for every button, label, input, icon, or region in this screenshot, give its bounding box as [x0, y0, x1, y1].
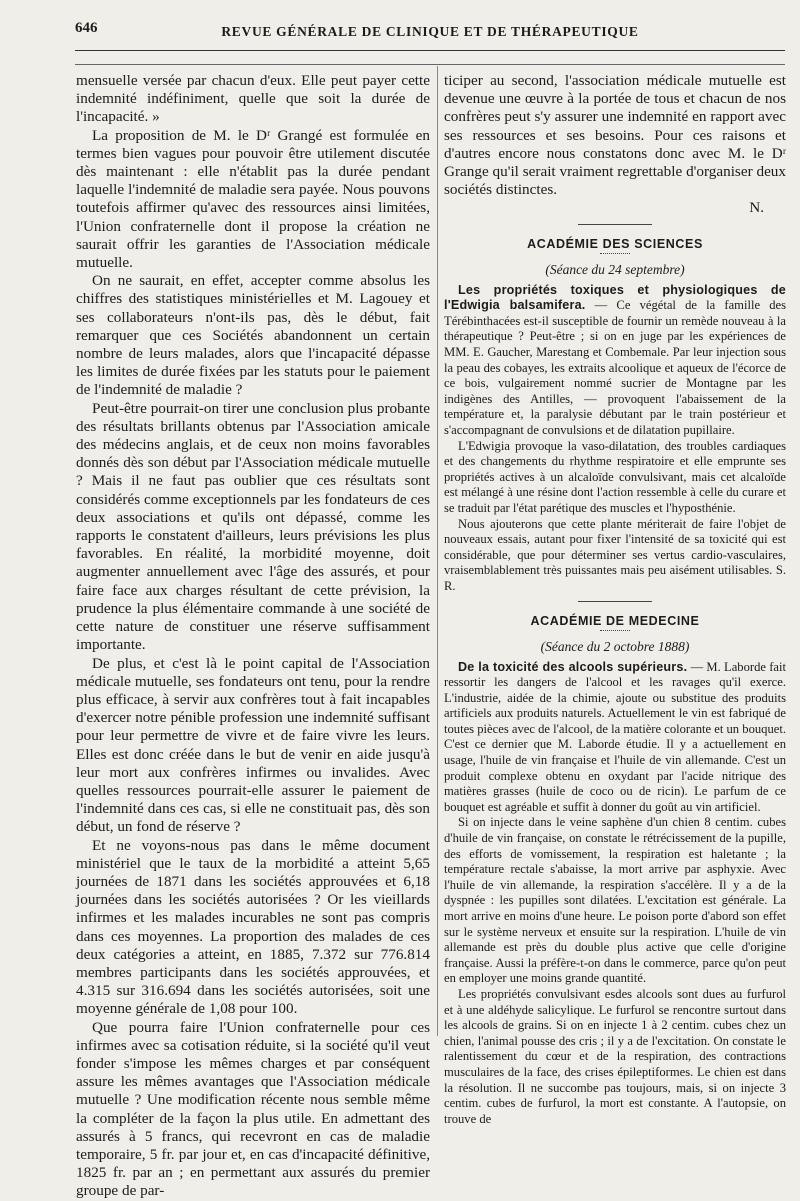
- sciences-paragraph-2: L'Edwigia provoque la vaso-dilatation, des troubles cardiaques et des changements du rhythme respiratoire et elle emprunte ses propriétés actives à un alcaloïde convulsivant, mais cet alcaloïde est mélangé à une résine dont l'action ressemble à celle du curare et se traduit par l'état parétique des muscles et l'hyposthénie.: [444, 438, 786, 515]
- sciences-paragraph-3: Nous ajouterons que cette plante mériterait de faire l'objet de nouveaux essais, autant pour fixer l'intensité de sa toxicité qui est considérable, que pour déterminer ses vertus cardio-vasculaires, vraisemblablement très puissantes mais peu aisément utilisables. S. R.: [444, 516, 786, 593]
- left-paragraph-7: Que pourra faire l'Union confraternelle pour ces infirmes avec sa cotisation réduite, si la société qu'il veut fonder s'impose les mêmes charges et par conséquent assure les mêmes avantages que l'Association médicale mutuelle ? Une modification récente nous semble même la compléter de la façon la plus utile. En admettant des assurés à 5 francs, qui recevront en cas de maladie temporaire, 5 fr. par jour et, en cas d'incapacité définitive, 1825 fr. par an ; en permettant aux assurés du premier groupe de par-: [76, 1018, 430, 1200]
- title-ornament: [600, 630, 630, 633]
- medecine-paragraph-3: Les propriétés convulsivant esdes alcools sont dues au furfurol et à une aldéhyde salicylique. Le furfurol se rencontre surtout dans les alcools de grains. Si on en injecte 1 à 2 centim. cubes chez un chien, l'animal pousse des cris ; il y a de l'excitation. On constate le ralentissement du cœur et de la respiration, des contractions musculaires de la face, des crises épileptiformes. Le chien est dans la résolution. Il ne succombe pas toujours, mais, si on injecte 3 centim. cubes de furfurol, la mort est constante. A l'autopsie, on trouve de: [444, 986, 786, 1126]
- page-number: 646: [75, 20, 98, 36]
- left-paragraph-6: Et ne voyons-nous pas dans le même document ministériel que le taux de la morbidité a atteint 5,65 journées de 1871 dans les sociétés approuvées et 6,18 journées dans les sociétés autorisées ? Or les vieillards infirmes et les malades incurables ne sont pas compris dans ces moyennes. La proportion des malades de ces deux catégories a atteint, en 1885, 7.372 sur 776.814 membres participants dans les sociétés approuvées, et 4.315 sur 316.694 dans les sociétés autorisées, soit une moyenne générale de 1,08 pour 100.: [76, 836, 430, 1018]
- medecine-lead-heading: De la toxicité des alcools supérieurs.: [458, 659, 688, 674]
- right-column: [444, 72, 787, 1126]
- author-signature: N.: [749, 199, 764, 217]
- left-paragraph-3: On ne saurait, en effet, accepter comme absolus les chiffres des statistiques ministérielles et M. Lagouey et ses collaborateurs n'ont-ils pas, dès le début, fait remarquer que ces Sociétés abandonnent un certain nombre de leurs malades, alors que l'incapacité dépasse les limites de durée fixées par les statuts pour le paiement de l'indemnité de maladie ?: [76, 272, 430, 399]
- header-rule: [75, 50, 785, 51]
- section-title-sciences: ACADÉMIE DES SCIENCES: [527, 236, 703, 251]
- sciences-paragraph-1: [444, 283, 786, 439]
- sciences-lead-heading: Les propriétés toxiques et physiologiques de l'Edwigia balsamifera.: [444, 282, 786, 313]
- medecine-paragraph-1-text: — M. Laborde fait ressortir les dangers de l'alcool et les ravages qu'il exerce. L'industrie, aidée de la chimie, ajoute ou substitue des produits artificiels aux produits naturels. Actuellement le vin est fabriqué de toutes pièces avec de l'alcool, de la matière colorante et un bouquet. C'est ce dernier que M. Laborde étudie. Il y a actuellement en usage, l'huile de vin française et l'huile de vin allemande. C'est un produit complexe obtenu en oxydant par l'acide nitrique des matières grasses (huile de coco ou de ricin). Le parfum de ce bouquet est agréable et suffit à donner du goût au vin artificiel.: [444, 659, 787, 814]
- section-title-medecine: ACADÉMIE DE MEDECINE: [530, 613, 700, 628]
- running-title: REVUE GÉNÉRALE DE CLINIQUE ET DE THÉRAPEUTIQUE: [221, 24, 639, 39]
- header-rule-secondary: [75, 64, 785, 65]
- left-paragraph-2: La proposition de M. le Dʳ Grangé est formulée en termes bien vagues pour pouvoir être utilement discutée dès maintenant : elle n'établit pas la durée pendant laquelle l'indemnité de maladie sera payée. Nous pouvons toutefois affirmer qu'avec des ressources ainsi limitées, l'Union confraternelle dont il propose la création ne saurait offrir les garanties de l'Association médicale mutuelle.: [76, 126, 430, 272]
- left-paragraph-4: Peut-être pourrait-on tirer une conclusion plus probante des résultats brillants obtenus par l'Association amicale des médecins anglais, et de ceux non moins favorables donnés dès son début par l'Association médicale mutuelle ? Mais il ne faut pas oublier que ces résultats sont considérés comme exceptionnels par les fondateurs de ces deux associations et qu'ils ont dépassé, comme les rapports le constatent d'ailleurs, leurs prévisions les plus favorables. En réalité, la morbidité moyenne, doit augmenter annuellement avec l'âge des assurés, et pour faire face aux charges résultant de cette prévision, la prudence la plus élémentaire commande à une société de cette nature de constituer une réserve suffisamment importante.: [76, 399, 430, 654]
- medecine-paragraph-1: [444, 660, 786, 816]
- left-column: [76, 72, 430, 1200]
- title-ornament: [600, 253, 630, 256]
- section-separator: [578, 224, 652, 225]
- right-paragraph-1: ticiper au second, l'association médicale mutuelle est devenue une œuvre à la portée de tous et chacun de nos confrères peut s'y assurer une indemnité en rapport avec ses ressources et ses besoins. Pour ces raisons et d'autres encore nous constatons donc avec M. le Dʳ Grange qu'il serait vraiment regrettable d'organiser deux sociétés distinctes.: [444, 72, 786, 199]
- medecine-paragraph-2: Si on injecte dans le veine saphène d'un chien 8 centim. cubes d'huile de vin française, on constate le rétrécissement de la pupille, des efforts de vomissement, la respiration est haletante ; la température rectale s'abaisse, la mort arrive par asphyxie. Avec l'huile de vin allemande, la respiration s'accélère. Il y a de la dyspnée : les pupilles sont dilatées. L'excitation est générale. La mort arrive en moins d'une heure. Le poison porte d'abord son effet sur le système nerveux et ensuite sur la respiration. L'huile de vin allemande est près du double plus active que celle d'origine française. Aussi la préfère-t-on dans le commerce, parce qu'on peut en employer une moins grande quantité.: [444, 815, 786, 986]
- left-paragraph-1: mensuelle versée par chacun d'eux. Elle peut payer cette indemnité indéfiniment, quelle que soit la durée de l'incapacité. »: [76, 72, 430, 126]
- seance-date-sciences: (Séance du 24 septembre): [545, 261, 685, 277]
- page-header: [75, 18, 785, 48]
- seance-date-medecine: (Séance du 2 octobre 1888): [540, 638, 690, 654]
- sciences-paragraph-1-text: — Ce végétal de la famille des Térébinthacées est-il susceptible de fournir un remède nouveau à la thérapeutique ? Peut-être ; si on en juge par les expériences de MM. E. Gaucher, Marestang et Combemale. Par leur injection sous la peau des cobayes, les extraits alcoolique et aqueux de l'écorce de ce bois, vulgairement nommé sucrier de Montagne par les indigènes des Antilles, — provoquent l'abaissement de la température et, la paralysie débutant par le train postérieur et s'accompagnant de convulsions et de dilatation pupillaire.: [444, 298, 786, 437]
- column-divider: [437, 66, 438, 1036]
- left-paragraph-5: De plus, et c'est là le point capital de l'Association médicale mutuelle, ses fondateurs ont tenu, pour la rendre plus efficace, à servir aux confrères tout à fait incapables d'exercer notre pénible profession une indemnité suffisant pour leur permettre de vivre et de faire vivre les leurs. Elles est donc créée dans le but de venir en aide jusqu'à leur mort aux confrères infirmes ou invalides. Avec quelles ressources pourrait-elle assurer le paiement de l'indemnité dans ces cas, si elle ne constituait pas, dès son début, un fond de réserve ?: [76, 654, 430, 836]
- section-separator: [578, 601, 652, 602]
